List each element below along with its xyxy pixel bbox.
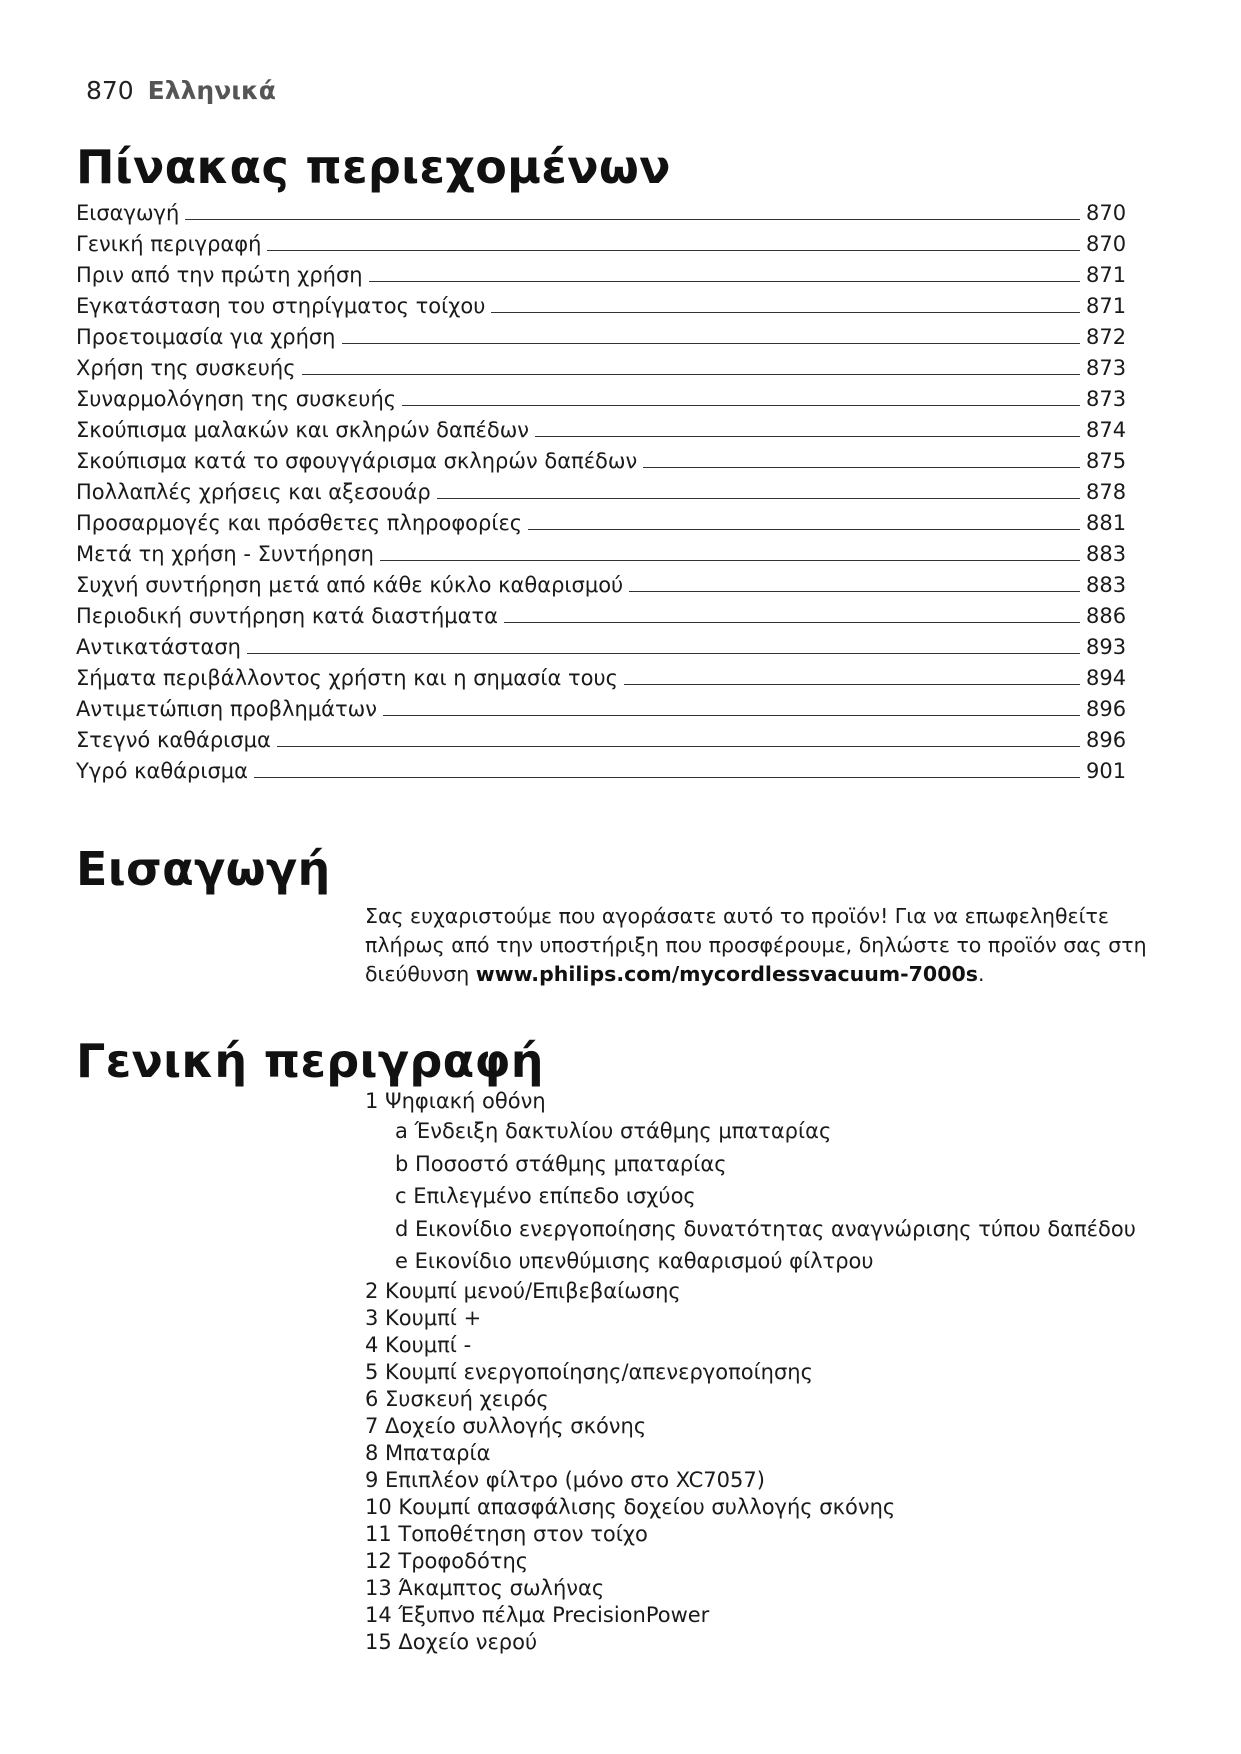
intro-end: . xyxy=(977,962,985,986)
toc-entry-title: Χρήση της συσκευής xyxy=(76,356,296,380)
list-item: 6 Συσκευή χειρός xyxy=(365,1386,549,1411)
page-header xyxy=(86,76,276,105)
toc-heading: Πίνακας περιεχομένων xyxy=(76,140,671,194)
subitem-list xyxy=(365,1115,1185,1278)
toc-leader-line xyxy=(369,281,1080,282)
toc-entry[interactable] xyxy=(76,473,1128,504)
toc-entry[interactable] xyxy=(76,442,1128,473)
toc-leader-line xyxy=(629,591,1080,592)
list-item: 4 Κουμπί - xyxy=(365,1332,472,1357)
intro-heading: Εισαγωγή xyxy=(76,842,331,896)
toc-entry-page: 874 xyxy=(1086,418,1127,442)
sub-list-item: e Εικονίδιο υπενθύμισης καθαρισμού φίλτρου xyxy=(395,1249,874,1273)
toc-entry[interactable] xyxy=(76,318,1128,349)
toc-entry-page: 893 xyxy=(1086,635,1127,659)
toc-entry[interactable] xyxy=(76,721,1128,752)
toc-entry-page: 886 xyxy=(1086,604,1127,628)
list-item: 12 Τροφοδότης xyxy=(365,1548,529,1573)
toc-entry-title: Στεγνό καθάρισμα xyxy=(76,728,271,752)
toc-entry-title: Γενική περιγραφή xyxy=(76,232,262,256)
sub-list-item: a Ένδειξη δακτυλίου στάθμης μπαταρίας xyxy=(395,1119,832,1143)
toc-leader-line xyxy=(528,529,1080,530)
toc-entry-page: 875 xyxy=(1086,449,1127,473)
table-of-contents xyxy=(76,194,1128,783)
toc-entry[interactable] xyxy=(76,628,1128,659)
page-number: 870 xyxy=(86,76,134,105)
toc-entry-page: 878 xyxy=(1086,480,1127,504)
toc-leader-line xyxy=(277,746,1080,747)
toc-entry-page: 872 xyxy=(1086,325,1127,349)
toc-entry[interactable] xyxy=(76,380,1128,411)
toc-entry[interactable] xyxy=(76,225,1128,256)
toc-entry-title: Συχνή συντήρηση μετά από κάθε κύκλο καθαρισμού xyxy=(76,573,624,597)
toc-leader-line xyxy=(185,219,1080,220)
sub-list-item: d Εικονίδιο ενεργοποίησης δυνατότητας αναγνώρισης τύπου δαπέδου xyxy=(395,1216,1136,1241)
general-description-heading: Γενική περιγραφή xyxy=(76,1034,544,1088)
list-item: 9 Επιπλέον φίλτρο (μόνο στο XC7057) xyxy=(365,1467,765,1492)
toc-entry-page: 883 xyxy=(1086,573,1127,597)
toc-leader-line xyxy=(380,560,1080,561)
list-item: 5 Κουμπί ενεργοποίησης/απενεργοποίησης xyxy=(365,1359,813,1384)
list-item: 11 Τοποθέτηση στον τοίχο xyxy=(365,1521,648,1546)
list-item: 15 Δοχείο νερού xyxy=(365,1629,538,1654)
toc-entry-page: 896 xyxy=(1086,697,1127,721)
toc-entry[interactable] xyxy=(76,194,1128,225)
registration-link[interactable]: www.philips.com/mycordlessvacuum-7000s xyxy=(475,962,978,986)
toc-leader-line xyxy=(342,343,1081,344)
toc-leader-line xyxy=(267,250,1080,251)
list-item: 13 Άκαμπτος σωλήνας xyxy=(365,1575,605,1600)
toc-entry[interactable] xyxy=(76,287,1128,318)
sub-list-item: c Επιλεγμένο επίπεδο ισχύος xyxy=(395,1184,696,1208)
intro-paragraph xyxy=(365,902,1185,989)
toc-leader-line xyxy=(302,374,1080,375)
toc-entry[interactable] xyxy=(76,256,1128,287)
list-item: 8 Μπαταρία xyxy=(365,1440,491,1465)
list-item: 1 Ψηφιακή οθόνη xyxy=(365,1089,546,1113)
toc-entry[interactable] xyxy=(76,535,1128,566)
parts-list xyxy=(365,1088,1185,1656)
toc-entry-page: 870 xyxy=(1086,232,1127,256)
toc-leader-line xyxy=(254,777,1080,778)
toc-entry-title: Εγκατάσταση του στηρίγματος τοίχου xyxy=(76,294,486,318)
toc-entry-page: 873 xyxy=(1086,387,1127,411)
toc-leader-line xyxy=(437,498,1080,499)
toc-leader-line xyxy=(247,653,1080,654)
sub-list-item: b Ποσοστό στάθμης μπαταρίας xyxy=(395,1151,727,1176)
toc-entry-page: 873 xyxy=(1086,356,1127,380)
toc-entry-title: Σκούπισμα κατά το σφουγγάρισμα σκληρών δαπέδων xyxy=(76,449,638,473)
toc-entry[interactable] xyxy=(76,349,1128,380)
list-item: 3 Κουμπί + xyxy=(365,1305,482,1330)
list-item: 7 Δοχείο συλλογής σκόνης xyxy=(365,1413,647,1438)
toc-entry-title: Πριν από την πρώτη χρήση xyxy=(76,263,363,287)
language-label: Ελληνικά xyxy=(147,76,276,105)
toc-entry-page: 871 xyxy=(1086,294,1127,318)
toc-entry[interactable] xyxy=(76,752,1128,783)
toc-entry-title: Υγρό καθάρισμα xyxy=(76,759,248,783)
toc-leader-line xyxy=(535,436,1080,437)
toc-entry-title: Μετά τη χρήση - Συντήρηση xyxy=(76,542,374,566)
toc-entry-page: 870 xyxy=(1086,201,1127,225)
toc-entry[interactable] xyxy=(76,597,1128,628)
toc-entry-page: 894 xyxy=(1086,666,1127,690)
toc-leader-line xyxy=(491,312,1080,313)
toc-entry[interactable] xyxy=(76,690,1128,721)
toc-leader-line xyxy=(643,467,1080,468)
toc-entry-title: Προσαρμογές και πρόσθετες πληροφορίες xyxy=(76,511,523,535)
item-list xyxy=(365,1278,1185,1656)
toc-entry-title: Σήματα περιβάλλοντος χρήστη και η σημασία τους xyxy=(76,666,618,690)
toc-leader-line xyxy=(624,684,1080,685)
toc-entry-title: Αντικατάσταση xyxy=(76,635,241,659)
toc-entry-page: 883 xyxy=(1086,542,1127,566)
intro-text: Σας ευχαριστούμε που αγοράσατε αυτό το προϊόν! Για να επωφεληθείτε πλήρως από την υποστήριξη που προσφέρουμε, δηλώστε το προϊόν σας στη διεύθυνση xyxy=(365,904,1147,986)
toc-entry-title: Σκούπισμα μαλακών και σκληρών δαπέδων xyxy=(76,418,530,442)
toc-entry[interactable] xyxy=(76,659,1128,690)
list-item: 2 Κουμπί μενού/Επιβεβαίωσης xyxy=(365,1278,681,1303)
toc-entry[interactable] xyxy=(76,566,1128,597)
toc-entry-title: Συναρμολόγηση της συσκευής xyxy=(76,387,397,411)
toc-entry[interactable] xyxy=(76,504,1128,535)
toc-leader-line xyxy=(402,405,1080,406)
toc-entry[interactable] xyxy=(76,411,1128,442)
toc-entry-title: Πολλαπλές χρήσεις και αξεσουάρ xyxy=(76,480,431,504)
toc-entry-page: 871 xyxy=(1086,263,1127,287)
toc-leader-line xyxy=(383,715,1080,716)
toc-entry-title: Προετοιμασία για χρήση xyxy=(76,325,336,349)
toc-entry-page: 896 xyxy=(1086,728,1127,752)
toc-entry-title: Εισαγωγή xyxy=(76,201,180,225)
toc-leader-line xyxy=(504,622,1080,623)
toc-entry-title: Περιοδική συντήρηση κατά διαστήματα xyxy=(76,604,498,628)
list-item: 10 Κουμπί απασφάλισης δοχείου συλλογής σκόνης xyxy=(365,1494,896,1519)
list-item: 14 Έξυπνο πέλμα PrecisionPower xyxy=(365,1602,710,1627)
toc-entry-page: 901 xyxy=(1086,759,1127,783)
toc-entry-title: Αντιμετώπιση προβλημάτων xyxy=(76,697,377,721)
toc-entry-page: 881 xyxy=(1086,511,1127,535)
